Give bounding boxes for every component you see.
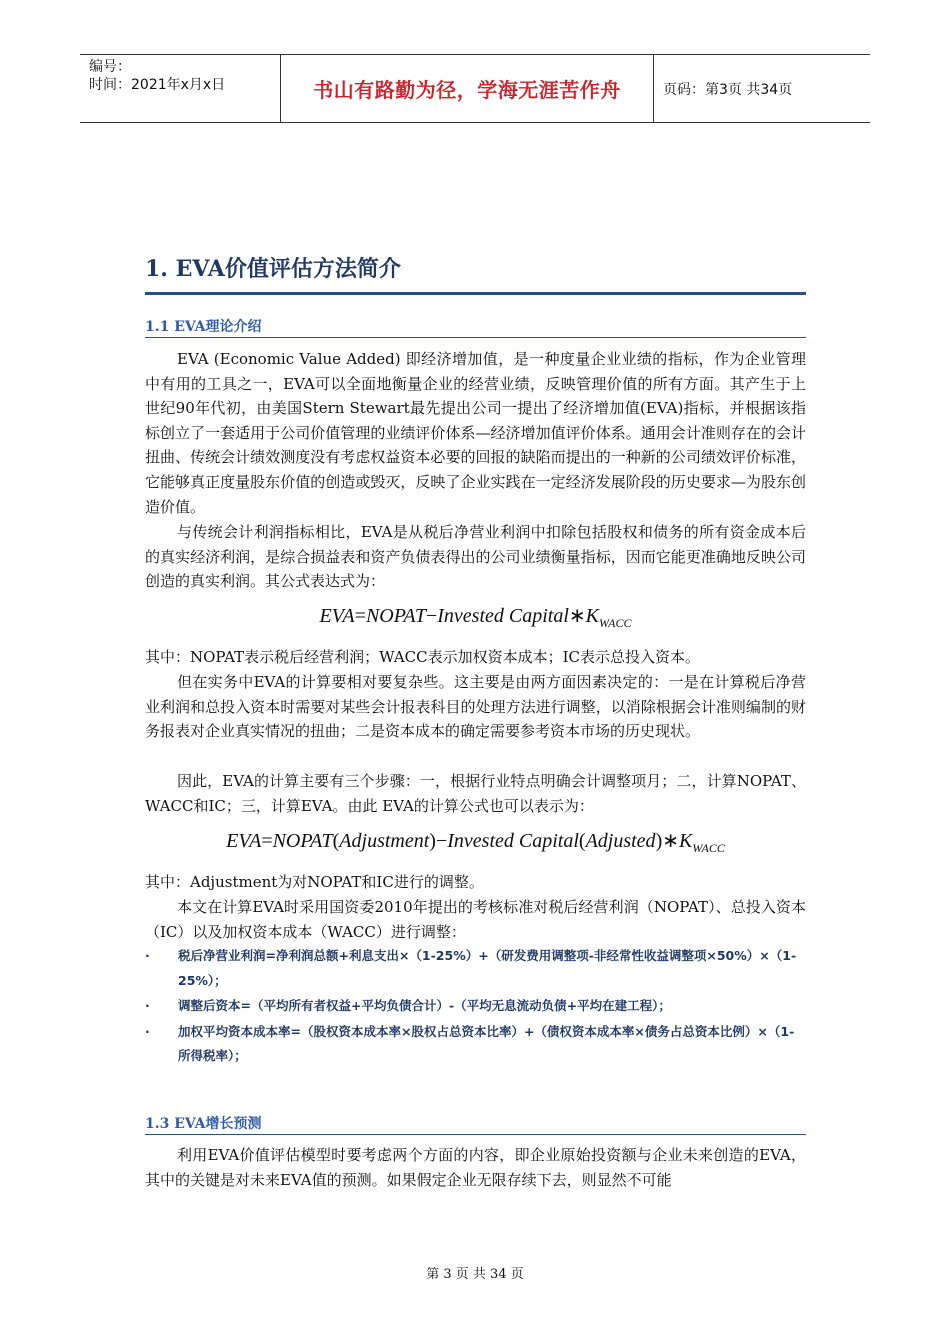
formula-term: NOPAT [272,830,333,852]
adjustment-list [145,944,806,1070]
section-title: 1. EVA价值评估方法简介 [145,256,401,282]
formula-op: ) [655,830,663,852]
formula-op: ( [332,830,340,852]
doc-time-label: 时间：2021年x月x日 [89,77,226,93]
list-item [145,944,806,993]
paragraph-eva-intro: EVA (Economic Value Added) 即经济增加值，是一种度量企业业绩的指标，作为企业管理中有用的工具之一，EVA可以全面地衡量企业的经营业绩，反映管理价值的所有方面。其产生于上世纪90年代初，由美国Stern Stewart最先提出公司一提出了经济增加值(EVA)指标，并根据该指标创立了一套适用于公司价值管理的业绩评价体系—经济增加值评价体系。通用会计准则存在的会计扭曲、传统会计绩效测度没有考虑权益资本必要的回报的缺陷而提出的一种新的公司绩效评价标准，它能够真正度量股东价值的创造或毁灭，反映了企业实践在一定经济发展阶段的历史要求—为股东创造价值。 [145,350,806,516]
formula-subscript: WACC [692,841,725,855]
bullet-marker: · [145,1023,150,1039]
subsection-rule-1-1 [145,337,806,338]
section-title-rule [145,292,806,295]
bullet-marker: · [145,948,150,963]
paragraph-eva-vs-profit: 与传统会计利润指标相比，EVA是从税后净营业利润中扣除包括股权和债务的所有资金成本后的真实经济利润，是综合损益表和资产负债表得出的公司业绩衡量指标，因而它能更准确地反映公司创造的真实利润。其公式表达式为： [145,523,806,591]
doc-number-label: 编号： [89,59,131,75]
paragraph-sasac-standard: 本文在计算EVA时采用国资委2010年提出的考核标准对税后经营利润（NOPAT）、总投入资本（IC）以及加权资本成本（WACC）进行调整： [145,898,806,941]
header-motto: 书山有路勤为径，学海无涯苦作舟 [281,55,654,122]
subsection-title-1-3: 1.3 EVA增长预测 [145,1116,262,1132]
paragraph-steps: 因此，EVA的计算主要有三个步骤：一，根据行业特点明确会计调整项月；二，计算NOPAT、WACC和IC；三，计算EVA。由此 EVA的计算公式也可以表示为： [145,772,806,815]
header-page-info: 页码：第3页 共34页 [663,81,793,98]
subsection-rule-1-3 [145,1134,806,1135]
formula-term: Adjustment [339,830,430,852]
formula-eva-adjusted [145,828,806,856]
list-item [145,994,806,1019]
formula-term: EVA [226,830,262,852]
paragraph-practice: 但在实务中EVA的计算要相对要复杂些。这主要是由两方面因素决定的：一是在计算税后净营业利润和总投入资本时需要对某些会计报表科目的处理方法进行调整，以消除根据会计准则编制的财务报表对企业真实情况的扭曲；二是资本成本的确定需要参考资本市场的历史现状。 [145,673,806,741]
formula-op: ∗ [568,605,586,627]
formula-op: ∗ [662,830,679,852]
formula-op: = [261,830,273,852]
formula-term: Adjusted [585,830,656,852]
bullet-marker: · [145,998,150,1014]
list-item-text: 税后净营业利润=净利润总额+利息支出×（1-25%）+（研发费用调整项-非经常性收益调整项×50%）×（1-25%）； [178,948,797,988]
paragraph-formula2-notes: 其中：Adjustment为对NOPAT和IC进行的调整。 [145,873,484,891]
list-item-text: 加权平均资本成本率=（股权资本成本率×股权占总资本比率）+（债权资本成本率×债务占总资本比例）×（1-所得税率）； [178,1023,795,1064]
formula-op: − [435,830,448,852]
formula-term: EVA [319,605,355,627]
formula-op: ) [429,830,436,852]
formula-eva-basic [145,603,806,631]
formula-term: NOPAT [365,605,426,627]
paragraph-growth-forecast: 利用EVA价值评估模型时要考虑两个方面的内容，即企业原始投资额与企业未来创造的EVA，其中的关键是对未来EVA值的预测。如果假定企业无限存续下去，则显然不可能 [145,1146,806,1189]
formula-term: Invested Capital [437,605,569,627]
subsection-title-1-1: 1.1 EVA理论介绍 [145,319,262,335]
formula-subscript: WACC [599,616,632,630]
formula-term: K [585,605,599,627]
formula-term: Invested Capital [447,830,579,852]
formula-op: − [425,605,438,627]
page-footer: 第 3 页 共 34 页 [426,1267,524,1282]
header-meta [80,55,281,122]
paragraph-formula1-notes: 其中：NOPAT表示税后经营利润；WACC表示加权资本成本；IC表示总投入资本。 [145,648,701,666]
list-item [145,1020,806,1069]
page-header [80,54,870,123]
list-item-text: 调整后资本=（平均所有者权益+平均负债合计）-（平均无息流动负债+平均在建工程）； [178,998,671,1014]
formula-op: = [354,605,366,627]
formula-term: K [679,830,693,852]
formula-op: ( [578,830,586,852]
